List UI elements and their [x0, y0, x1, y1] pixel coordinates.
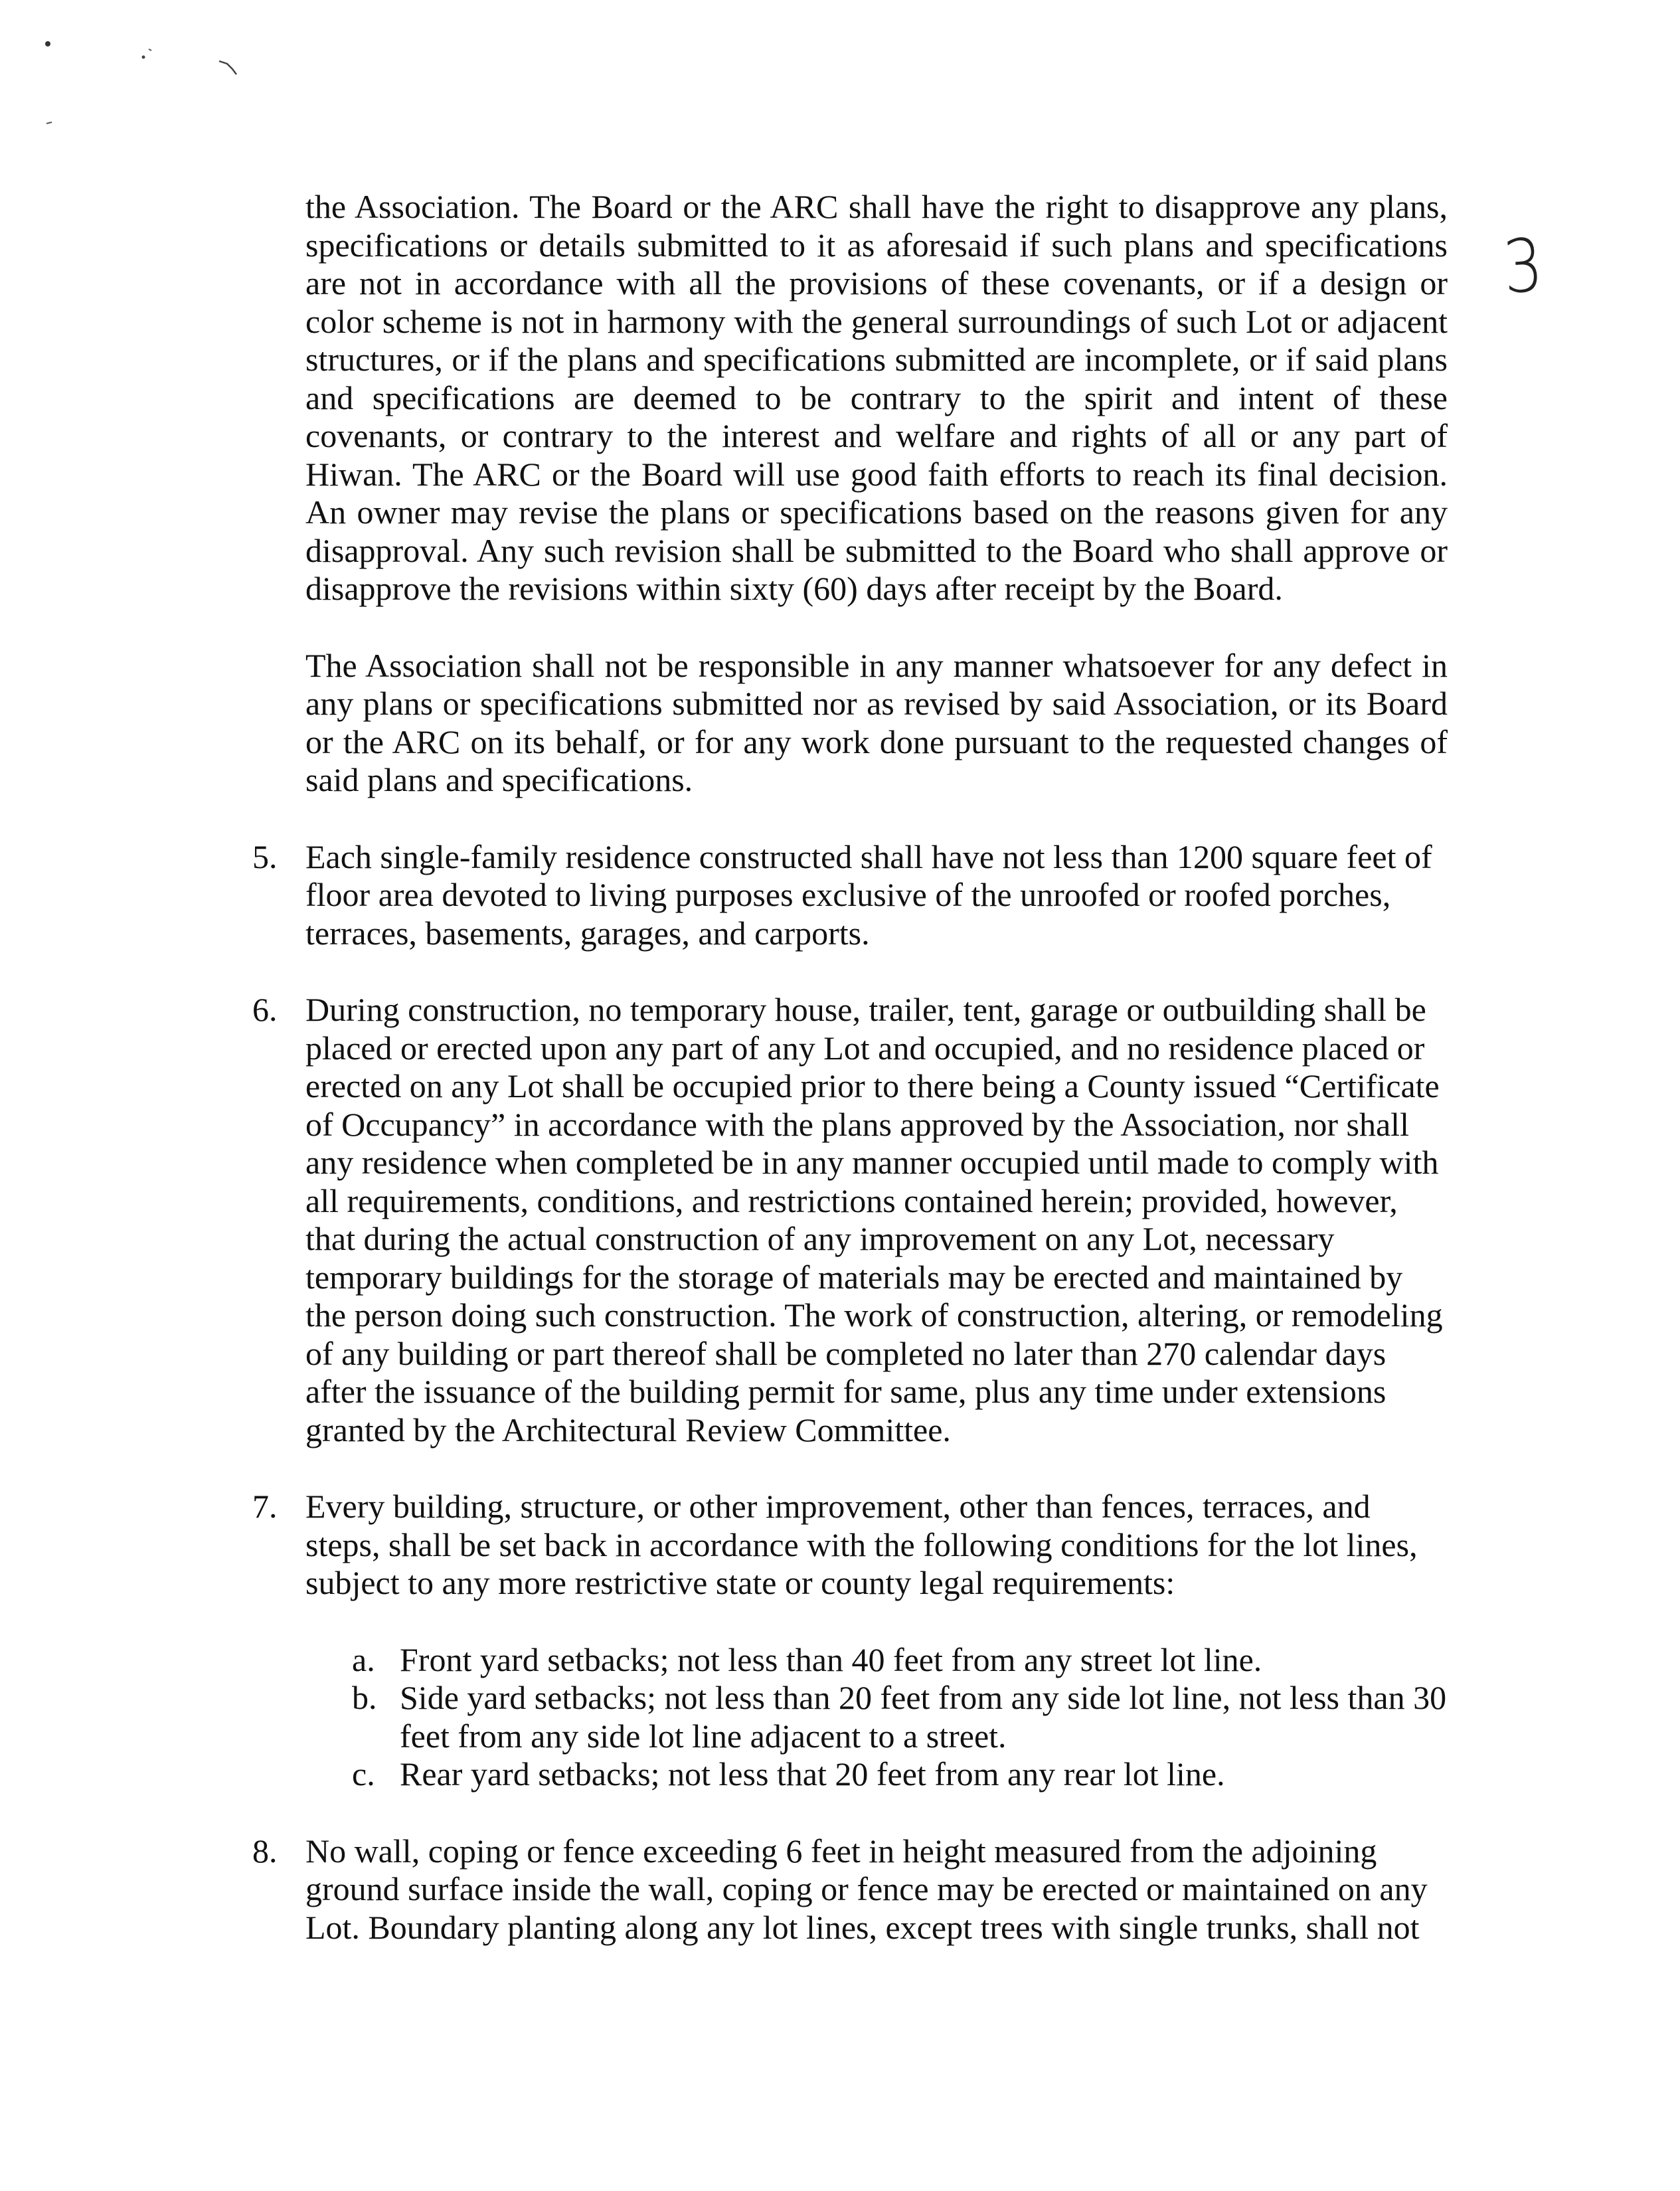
handwritten-page-number: 3 — [1500, 222, 1546, 310]
list-item-number: 5. — [252, 837, 278, 875]
sublist-item-letter: a. — [352, 1640, 375, 1678]
paragraph-association-liability: The Association shall not be responsible in any manner whatsoever for any defect in any plans or specifications submitted nor as revised by said Association, or its Board or the ARC on its behalf, or for any work done pursuant to the requested changes of said plans and specifications. — [305, 646, 1448, 798]
list-item-text: During construction, no temporary house, trailer, tent, garage or outbuilding shall be placed or erected upon any part of any Lot and occupied, and no residence placed or erected on any Lot shall be occupied prior to there being a County issued “Certificate of Occupancy” in accordance with the plans approved by the Association, nor shall any residence when completed be in any manner occupied until made to comply with all requirements, conditions, and restrictions contained herein; provided, however, that during the actual construction of any improvement on any Lot, necessary temporary buildings for the storage of materials may be erected and maintained by the person doing such construction. The work of construction, altering, or remodeling of any building or part thereof shall be completed no later than 270 calendar days after the issuance of the building permit for same, plus any time under extensions granted by the Architectural Review Committee. — [305, 991, 1443, 1448]
scan-specks — [0, 0, 332, 166]
sublist-item-letter: c. — [352, 1755, 375, 1793]
list-item-number: 7. — [252, 1488, 278, 1525]
setback-sublist — [305, 1641, 1448, 1794]
sublist-item-letter: b. — [352, 1679, 377, 1716]
sublist-item-text: Side yard setbacks; not less than 20 feet from any side lot line, not less than 30 feet from any side lot line adjacent to a street. — [400, 1679, 1447, 1755]
sublist-item-a — [352, 1641, 1448, 1680]
list-item-7 — [252, 1488, 1448, 1794]
list-item-8 — [252, 1832, 1448, 1947]
list-item-5 — [252, 837, 1448, 953]
list-item-text: Every building, structure, or other improvement, other than fences, terraces, and steps, shall be set back in accordance with the following conditions for the lot lines, subject to any more restrictive state or county legal requirements: — [305, 1488, 1418, 1601]
list-item-6 — [252, 991, 1448, 1449]
list-item-text: Each single-family residence constructed shall have not less than 1200 square feet of floor area devoted to living purposes exclusive of the unroofed or roofed porches, terraces, basements, garages, and carports. — [305, 837, 1432, 952]
sublist-item-b — [352, 1679, 1448, 1755]
list-item-number: 6. — [252, 991, 278, 1028]
sublist-item-text: Rear yard setbacks; not less that 20 feet from any rear lot line. — [400, 1755, 1225, 1793]
list-item-number: 8. — [252, 1832, 278, 1870]
sublist-item-text: Front yard setbacks; not less than 40 feet from any street lot line. — [400, 1640, 1262, 1678]
document-body — [252, 188, 1448, 1985]
sublist-item-c — [352, 1755, 1448, 1794]
paragraph-association-approval: the Association. The Board or the ARC shall have the right to disapprove any plans, specifications or details submitted to it as aforesaid if such plans and specifications are not in accordance with all the provisions of these covenants, or if a design or color scheme is not in harmony with the general surroundings of such Lot or adjacent structures, or if the plans and specifications submitted are incomplete, or if said plans and specifications are deemed to be contrary to the spirit and intent of these covenants, or contrary to the interest and welfare and rights of all or any part of Hiwan. The ARC or the Board will use good faith efforts to reach its final decision. An owner may revise the plans or specifications based on the reasons given for any disapproval. Any such revision shall be submitted to the Board who shall approve or disapprove the revisions within sixty (60) days after receipt by the Board. — [305, 188, 1448, 607]
list-item-text: No wall, coping or fence exceeding 6 feet in height measured from the adjoining ground surface inside the wall, coping or fence may be erected or maintained on any Lot. Boundary planting along any lot lines, except trees with single trunks, shall not — [305, 1832, 1428, 1946]
